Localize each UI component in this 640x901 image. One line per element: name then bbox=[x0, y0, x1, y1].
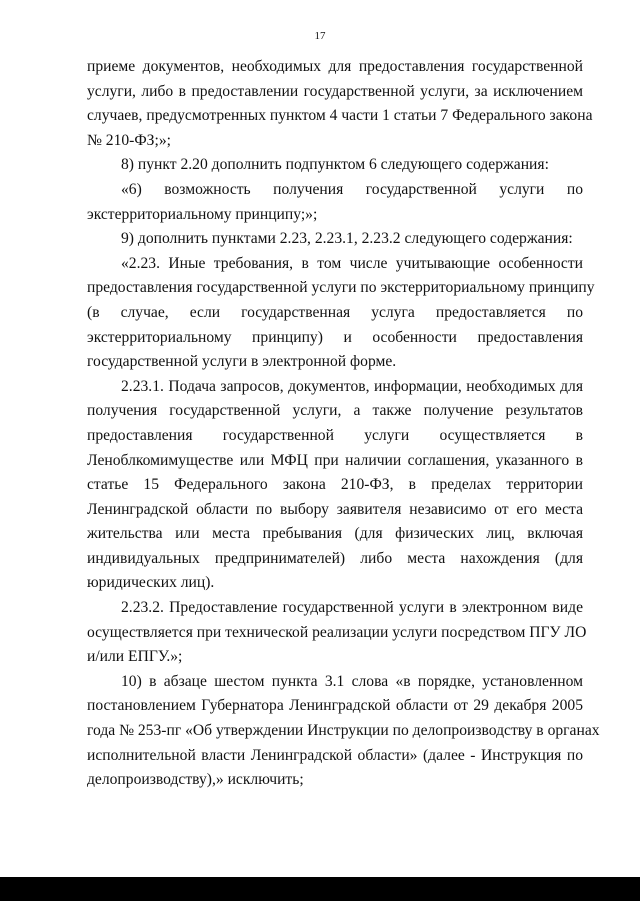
text-line: года № 253-пг «Об утверждении Инструкции по делопроизводству в органах bbox=[87, 722, 600, 740]
text-line: № 210-ФЗ;»; bbox=[87, 131, 171, 149]
text-line: экстерриториальному принципу;»; bbox=[87, 205, 318, 223]
text-line: 9) дополнить пунктами 2.23, 2.23.1, 2.23.2 следующего содержания: bbox=[121, 230, 573, 248]
text-line: услуги, либо в предоставлении государственной услуги, за исключением bbox=[87, 82, 583, 100]
scan-bottom-border bbox=[0, 877, 640, 901]
text-line: статье 15 Федерального закона 210-ФЗ, в пределах территории bbox=[87, 476, 583, 494]
text-line: Ленинградской области по выбору заявителя независимо от его места bbox=[87, 500, 583, 518]
text-line: случаев, предусмотренных пунктом 4 части 1 статьи 7 Федерального закона bbox=[87, 107, 593, 125]
text-line: Леноблкомимуществе или МФЦ при наличии соглашения, указанного в bbox=[87, 451, 583, 469]
text-line: предоставления государственной услуги по экстерриториальному принципу bbox=[87, 279, 595, 297]
text-line: 8) пункт 2.20 дополнить подпунктом 6 следующего содержания: bbox=[121, 156, 549, 174]
paragraph-subitem-6 bbox=[87, 178, 583, 227]
paragraph-clause-2-23-2 bbox=[87, 596, 587, 670]
text-line: жительства или места пребывания (для физических лиц, включая bbox=[87, 525, 583, 543]
text-line: юридических лиц). bbox=[87, 574, 215, 592]
text-line: 2.23.1. Подача запросов, документов, информации, необходимых для bbox=[121, 377, 583, 395]
page-number: 17 bbox=[314, 30, 326, 42]
text-line: получения государственной услуги, а также получение результатов bbox=[87, 402, 583, 420]
text-line: осуществляется при технической реализации услуги посредством ПГУ ЛО bbox=[87, 623, 587, 641]
text-line: приеме документов, необходимых для предоставления государственной bbox=[87, 58, 583, 75]
text-line: предоставления государственной услуги осуществляется в bbox=[87, 426, 583, 444]
text-line: постановлением Губернатора Ленинградской области от 29 декабря 2005 bbox=[87, 697, 583, 715]
text-line: «6) возможность получения государственной услуги по bbox=[121, 180, 583, 198]
paragraph-continuation bbox=[87, 55, 593, 153]
text-line: 2.23.2. Предоставление государственной услуги в электронном виде bbox=[121, 599, 583, 617]
text-line: индивидуальных предпринимателей) либо места нахождения (для bbox=[87, 549, 583, 567]
text-line: (в случае, если государственная услуга предоставляется по bbox=[87, 303, 583, 321]
paragraph-item-9 bbox=[87, 227, 583, 252]
paragraph-clause-2-23-1 bbox=[87, 375, 583, 596]
text-line: делопроизводству),» исключить; bbox=[87, 771, 304, 789]
text-line: исполнительной власти Ленинградской области» (далее - Инструкция по bbox=[87, 746, 583, 764]
text-line: 10) в абзаце шестом пункта 3.1 слова «в порядке, установленном bbox=[121, 672, 583, 690]
text-line: «2.23. Иные требования, в том числе учитывающие особенности bbox=[121, 254, 583, 272]
paragraph-item-10 bbox=[87, 670, 600, 793]
paragraph-item-8 bbox=[87, 153, 583, 178]
text-line: экстерриториальному принципу) и особенности предоставления bbox=[87, 328, 583, 346]
paragraph-clause-2-23 bbox=[87, 252, 595, 375]
text-line: и/или ЕПГУ.»; bbox=[87, 648, 183, 666]
text-line: государственной услуги в электронной форме. bbox=[87, 353, 397, 371]
document-body bbox=[87, 55, 600, 793]
